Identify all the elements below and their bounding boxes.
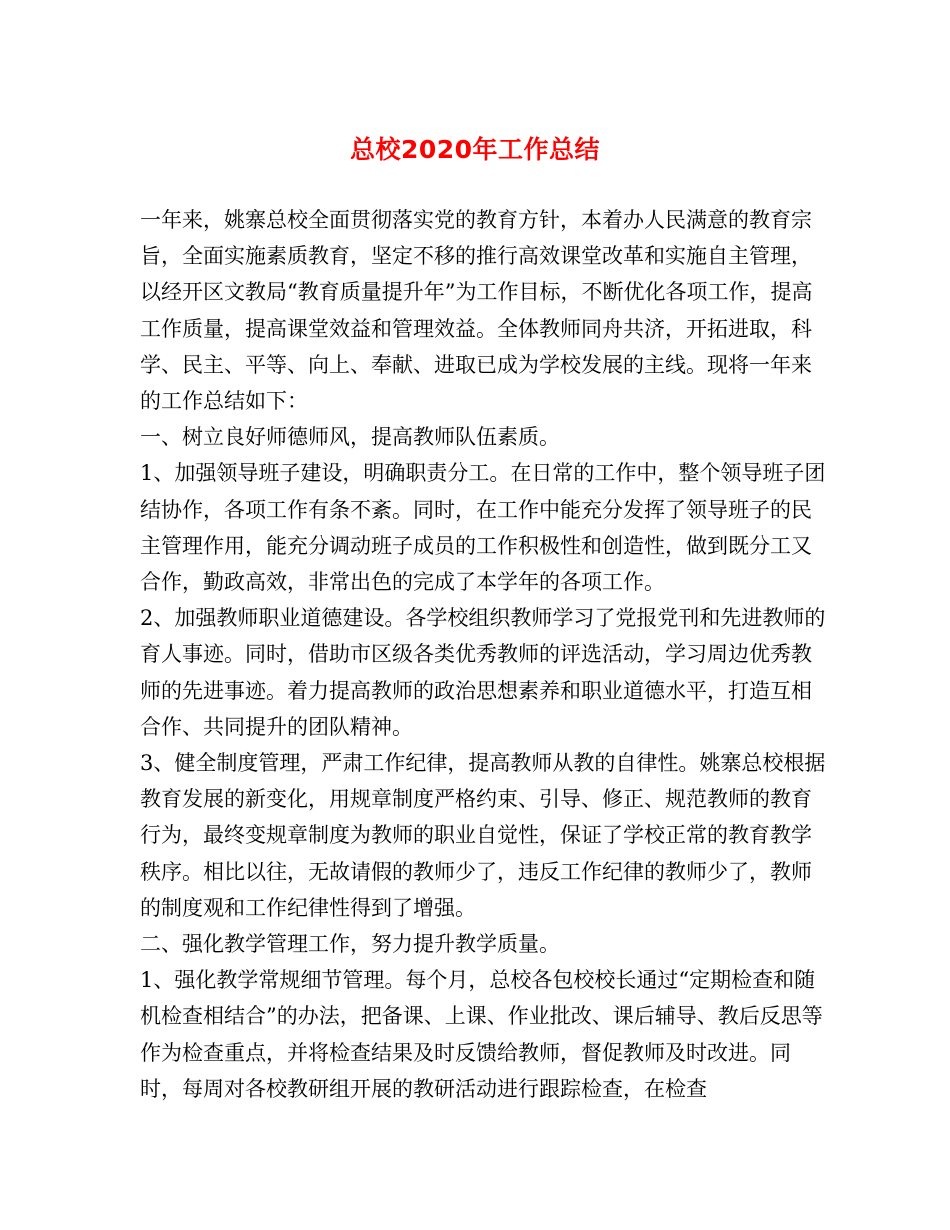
- section-heading-2: 二、强化教学管理工作，努力提升教学质量。: [140, 932, 560, 957]
- document-title: 总校2020年工作总结: [349, 135, 601, 164]
- paragraph-2-1: 1、强化教学常规细节管理。每个月，总校各包校校长通过“定期检查和随机检查相结合”的办法，把备课、上课、作业批改、课后辅导、教后反思等作为检查重点，并将检查结果及时反馈给教师，督促教师及时改进。同时，每周对各校教研组开展的教研活动进行跟踪检查，在检查: [140, 968, 823, 1101]
- paragraph-1-3: 3、健全制度管理，严肃工作纪律，提高教师从教的自律性。姚寨总校根据教育发展的新变化，用规章制度严格约束、引导、修正、规范教师的教育行为，最终变规章制度为教师的职业自觉性，保证了学校正常的教育教学秩序。相比以往，无故请假的教师少了，违反工作纪律的教师少了，教师的制度观和工作纪律性得到了增强。: [140, 751, 826, 920]
- paragraph-1-2: 2、加强教师职业道德建设。各学校组织教师学习了党报党刊和先进教师的育人事迹。同时，借助市区级各类优秀教师的评选活动，学习周边优秀教师的先进事迹。着力提高教师的政治思想素养和职业道德水平，打造互相合作、共同提升的团队精神。: [140, 606, 826, 739]
- section-heading-1: 一、树立良好师德师风，提高教师队伍素质。: [140, 425, 560, 450]
- paragraph-intro: 一年来，姚寨总校全面贯彻落实党的教育方针，本着办人民满意的教育宗旨，全面实施素质教育，坚定不移的推行高效课堂改革和实施自主管理，以经开区文教局“教育质量提升年”为工作目标，不断优化各项工作，提高工作质量，提高课堂效益和管理效益。全体教师同舟共济，开拓进取，科学、民主、平等、向上、奉献、进取已成为学校发展的主线。现将一年来的工作总结如下：: [140, 208, 813, 414]
- paragraph-1-1: 1、加强领导班子建设，明确职责分工。在日常的工作中，整个领导班子团结协作，各项工作有条不紊。同时，在工作中能充分发挥了领导班子的民主管理作用，能充分调动班子成员的工作积极性和创造性，做到既分工又合作，勤政高效，非常出色的完成了本学年的各项工作。: [140, 461, 826, 595]
- document-body: [140, 202, 830, 1107]
